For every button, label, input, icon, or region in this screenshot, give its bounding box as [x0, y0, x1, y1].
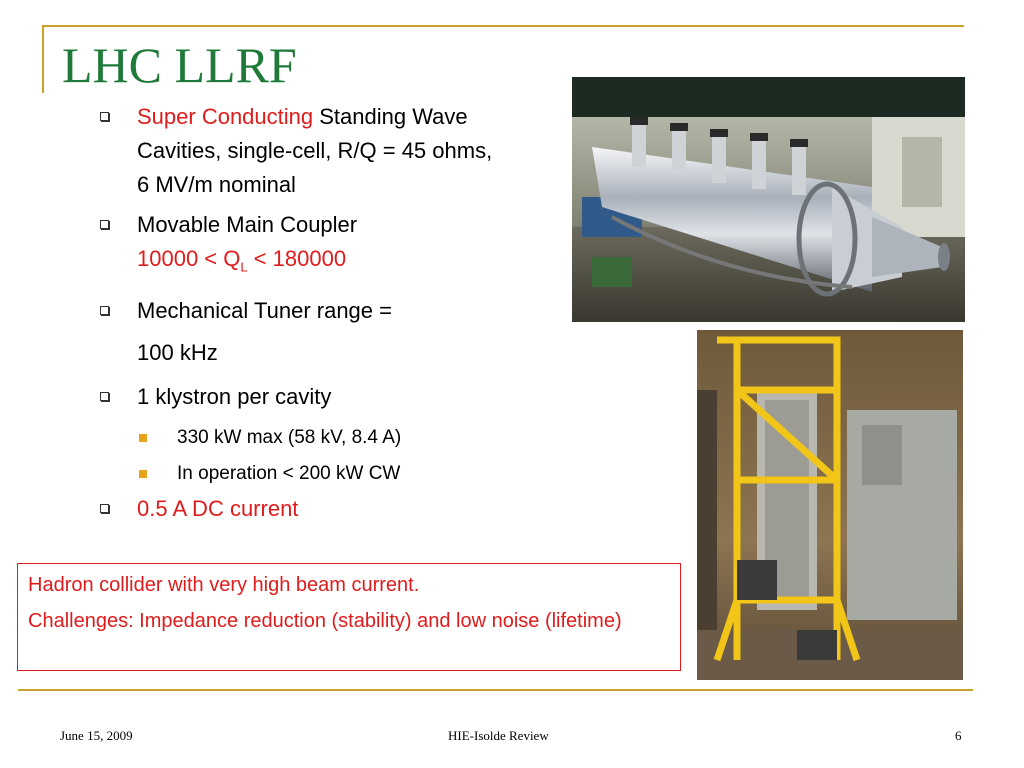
bullet-text: Standing Wave Cavities, single-cell, R/Q = 45 ohms, 6 MV/m nominal: [137, 104, 493, 197]
square-bullet-icon: [100, 392, 109, 401]
cryomodule-photo-graphic: [572, 77, 965, 322]
callout-line-1: Hadron collider with very high beam current.: [28, 574, 420, 596]
bullet-text: 100 kHz: [137, 340, 218, 366]
square-bullet-icon: [100, 220, 109, 229]
square-bullet-icon: [100, 112, 109, 121]
slide-title: LHC LLRF: [62, 37, 297, 93]
bullet-text: 1 klystron per cavity: [137, 384, 332, 410]
sub-bullet-max: [137, 420, 500, 456]
sub-bullet-text: 330 kW max (58 kV, 8.4 A): [177, 427, 402, 449]
square-sub-bullet-icon: [139, 434, 147, 442]
bullet-cavities: [100, 100, 500, 202]
square-bullet-icon: [100, 504, 109, 513]
bullet-tuner: [100, 290, 500, 374]
callout-line-2: Challenges: Impedance reduction (stability) and low noise (lifetime): [28, 610, 622, 632]
footer-title: HIE-Isolde Review: [448, 728, 549, 743]
bullet-red-text: [137, 246, 347, 275]
frame-left-rule: [42, 25, 44, 93]
ql-suffix: < 180000: [247, 246, 347, 271]
bullet-red-text: Super Conducting: [137, 104, 314, 129]
bullet-list: [100, 100, 500, 532]
callout-box: [17, 563, 681, 671]
bullet-text: Mechanical Tuner range =: [137, 298, 392, 324]
bullet-klystron: [100, 380, 500, 414]
klystron-photo-graphic: [697, 330, 963, 680]
klystron-photo: [697, 330, 963, 680]
footer-date: June 15, 2009: [60, 728, 133, 743]
frame-top-rule: [42, 25, 964, 27]
sub-bullet-operation: [137, 456, 500, 492]
bullet-red-text: 0.5 A DC current: [137, 496, 299, 522]
ql-prefix: 10000 < Q: [137, 246, 241, 271]
bullet-current: [100, 492, 500, 526]
sub-bullet-text: In operation < 200 kW CW: [177, 463, 401, 485]
frame-bottom-rule: [18, 689, 973, 691]
ql-subscript: L: [240, 259, 248, 275]
square-bullet-icon: [100, 306, 109, 315]
bullet-text: Movable Main Coupler: [137, 212, 358, 237]
cryomodule-photo: [572, 77, 965, 322]
square-sub-bullet-icon: [139, 470, 147, 478]
bullet-coupler: [100, 208, 500, 284]
page-number: 6: [955, 728, 962, 743]
